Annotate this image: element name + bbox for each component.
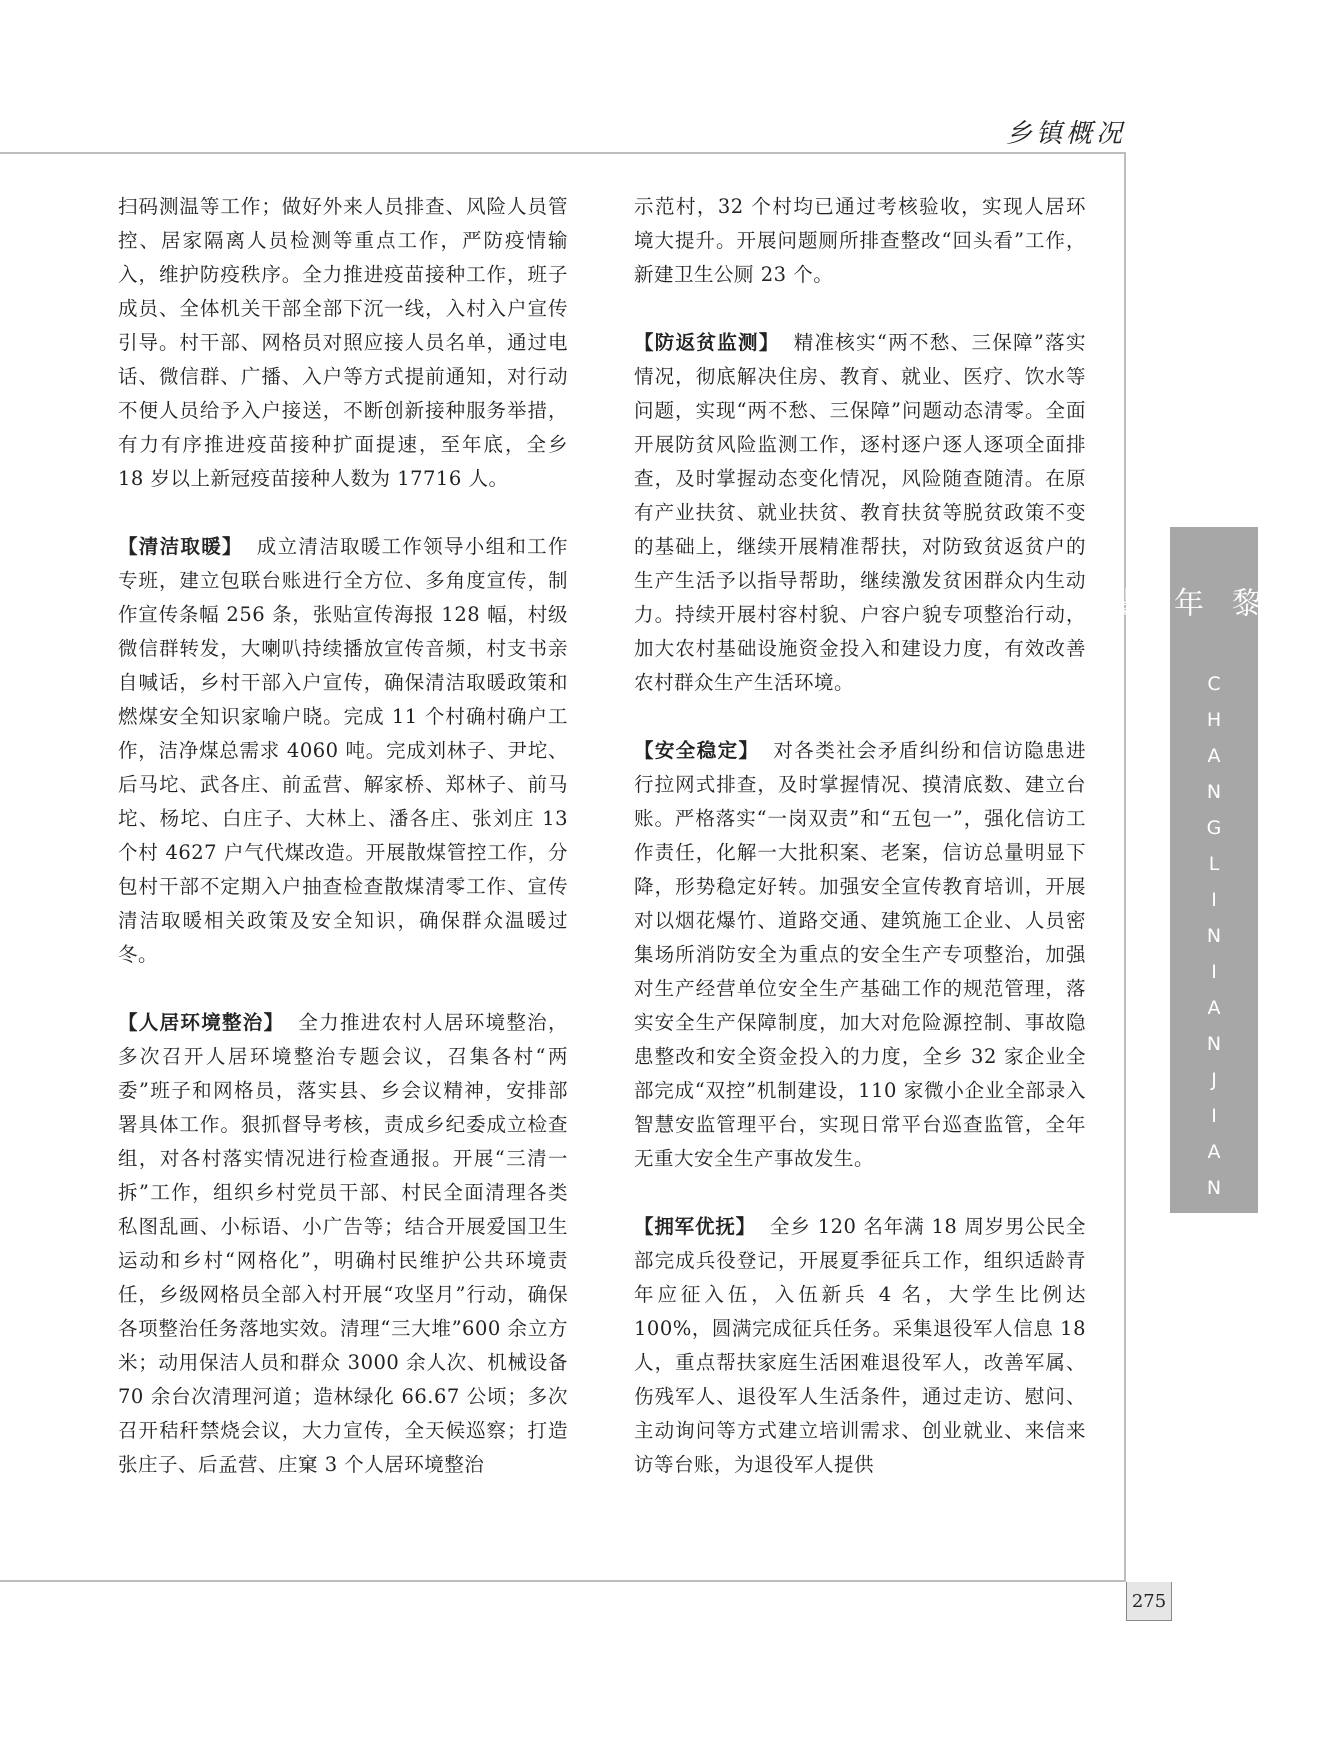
paragraph-body: 精准核实“两不愁、三保障”落实情况，彻底解决住房、教育、就业、医疗、饮水等问题，实现“两不愁、三保障”问题动态清零。全面开展防贫风险监测工作，逐村逐户逐人逐项全面排查，及时掌握动态变化情况，风险随查随清。在原有产业扶贫、就业扶贫、教育扶贫等脱贫政策不变的基础上，继续开展精准帮扶，对防致贫返贫户的生产生活予以指导帮助，继续激发贫困群众内生动力。持续开展村容村貌、户容户貌专项整治行动，加大农村基础设施资金投入和建设力度，有效改善农村群众生产生活环境。 <box>634 331 1086 694</box>
paragraph-heading: 【防返贫监测】 <box>634 331 780 354</box>
paragraph-military-support <box>634 1210 1086 1482</box>
paragraph-body: 扫码测温等工作；做好外来人员排查、风险人员管控、居家隔离人员检测等重点工作，严防疫情输入，维护防疫秩序。全力推进疫苗接种工作，班子成员、全体机关干部全部下沉一线，入村入户宣传引导。村干部、网格员对照应接人员名单，通过电话、微信群、广播、入户等方式提前通知，对行动不便人员给予入户接送，不断创新接种服务举措，有力有序推进疫苗接种扩面提速，至年底，全乡 18 岁以上新冠疫苗接种人数为 17716 人。 <box>118 195 568 490</box>
paragraph-body: 全乡 120 名年满 18 周岁男公民全部完成兵役登记，开展夏季征兵工作，组织适龄青年应征入伍，入伍新兵 4 名，大学生比例达 100%，圆满完成征兵任务。采集退役军人信息 18 人，重点帮扶家庭生活困难退役军人，改善军属、伤残军人、退役军人生活条件，通过走访、慰问、主动询问等方式建立培训需求、创业就业、来信来访等台账，为退役军人提供 <box>634 1215 1086 1476</box>
paragraph-body: 全力推进农村人居环境整治，多次召开人居环境整治专题会议，召集各村“两委”班子和网格员，落实县、乡会议精神，安排部署具体工作。狠抓督导考核，责成乡纪委成立检查组，对各村落实情况进行检查通报。开展“三清一拆”工作，组织乡村党员干部、村民全面清理各类私图乱画、小标语、小广告等；结合开展爱国卫生运动和乡村“网格化”，明确村民维护公共环境责任，乡级网格员全部入村开展“攻坚月”行动，确保各项整治任务落地实效。清理“三大堆”600 余立方米；动用保洁人员和群众 3000 余人次、机械设备 70 余台次清理河道；造林绿化 66.67 公顷；多次召开秸秆禁烧会议，大力宣传，全天候巡察；打造张庄子、后孟营、庄窠 3 个人居环境整治 <box>118 1011 568 1476</box>
paragraph-living-environment <box>118 1006 568 1482</box>
bottom-rule <box>0 1580 1126 1582</box>
paragraph-living-environment-cont <box>634 190 1086 292</box>
paragraph-safety-stability <box>634 734 1086 1176</box>
paragraph-heading: 【清洁取暖】 <box>118 535 243 558</box>
side-tab-title-cn: 昌黎年鉴 <box>1110 587 1319 639</box>
paragraph-heading: 【安全稳定】 <box>634 739 760 762</box>
paragraph-heading: 【人居环境整治】 <box>118 1011 285 1034</box>
top-rule <box>0 152 1126 154</box>
yearbook-side-tab <box>1110 527 1319 1213</box>
paragraph-poverty-monitoring <box>634 326 1086 700</box>
paragraph-body: 成立清洁取暖工作领导小组和工作专班，建立包联台账进行全方位、多角度宣传，制作宣传条幅 256 条，张贴宣传海报 128 幅，村级微信群转发，大喇叭持续播放宣传音频，村支书亲自喊话，乡村干部入户宣传，确保清洁取暖政策和燃煤安全知识家喻户晓。完成 11 个村确村确户工作，洁净煤总需求 4060 吨。完成刘林子、尹坨、后马坨、武各庄、前孟营、解家桥、郑林子、前马坨、杨坨、白庄子、大林上、潘各庄、张刘庄 13 个村 4627 户气代煤改造。开展散煤管控工作，分包村干部不定期入户抽查检查散煤清零工作、宣传清洁取暖相关政策及安全知识，确保群众温暖过冬。 <box>118 535 568 966</box>
paragraph-epidemic-cont <box>118 190 568 496</box>
paragraph-body: 对各类社会矛盾纠纷和信访隐患进行拉网式排查，及时掌握情况、摸清底数、建立台账。严格落实“一岗双责”和“五包一”，强化信访工作责任，化解一大批积案、老案，信访总量明显下降，形势稳定好转。加强安全宣传教育培训，开展对以烟花爆竹、道路交通、建筑施工企业、人员密集场所消防安全为重点的安全生产专项整治，加强对生产经营单位安全生产基础工作的规范管理，落实安全生产保障制度，加大对危险源控制、事故隐患整改和安全资金投入的力度，全乡 32 家企业全部完成“双控”机制建设，110 家微小企业全部录入智慧安监管理平台，实现日常平台巡查监管，全年无重大安全生产事故发生。 <box>634 739 1086 1170</box>
left-column <box>118 190 568 1482</box>
section-header: 乡镇概况 <box>1005 119 1126 149</box>
page-number: 275 <box>1126 1582 1172 1621</box>
paragraph-heading: 【拥军优抚】 <box>634 1215 756 1238</box>
side-tab-title-en: CHANGLINIANJIAN <box>1203 673 1225 1213</box>
right-column <box>634 190 1086 1482</box>
right-rule <box>1124 152 1126 1582</box>
paragraph-clean-heating <box>118 530 568 972</box>
paragraph-body: 示范村，32 个村均已通过考核验收，实现人居环境大提升。开展问题厕所排查整改“回头看”工作，新建卫生公厕 23 个。 <box>634 195 1086 286</box>
